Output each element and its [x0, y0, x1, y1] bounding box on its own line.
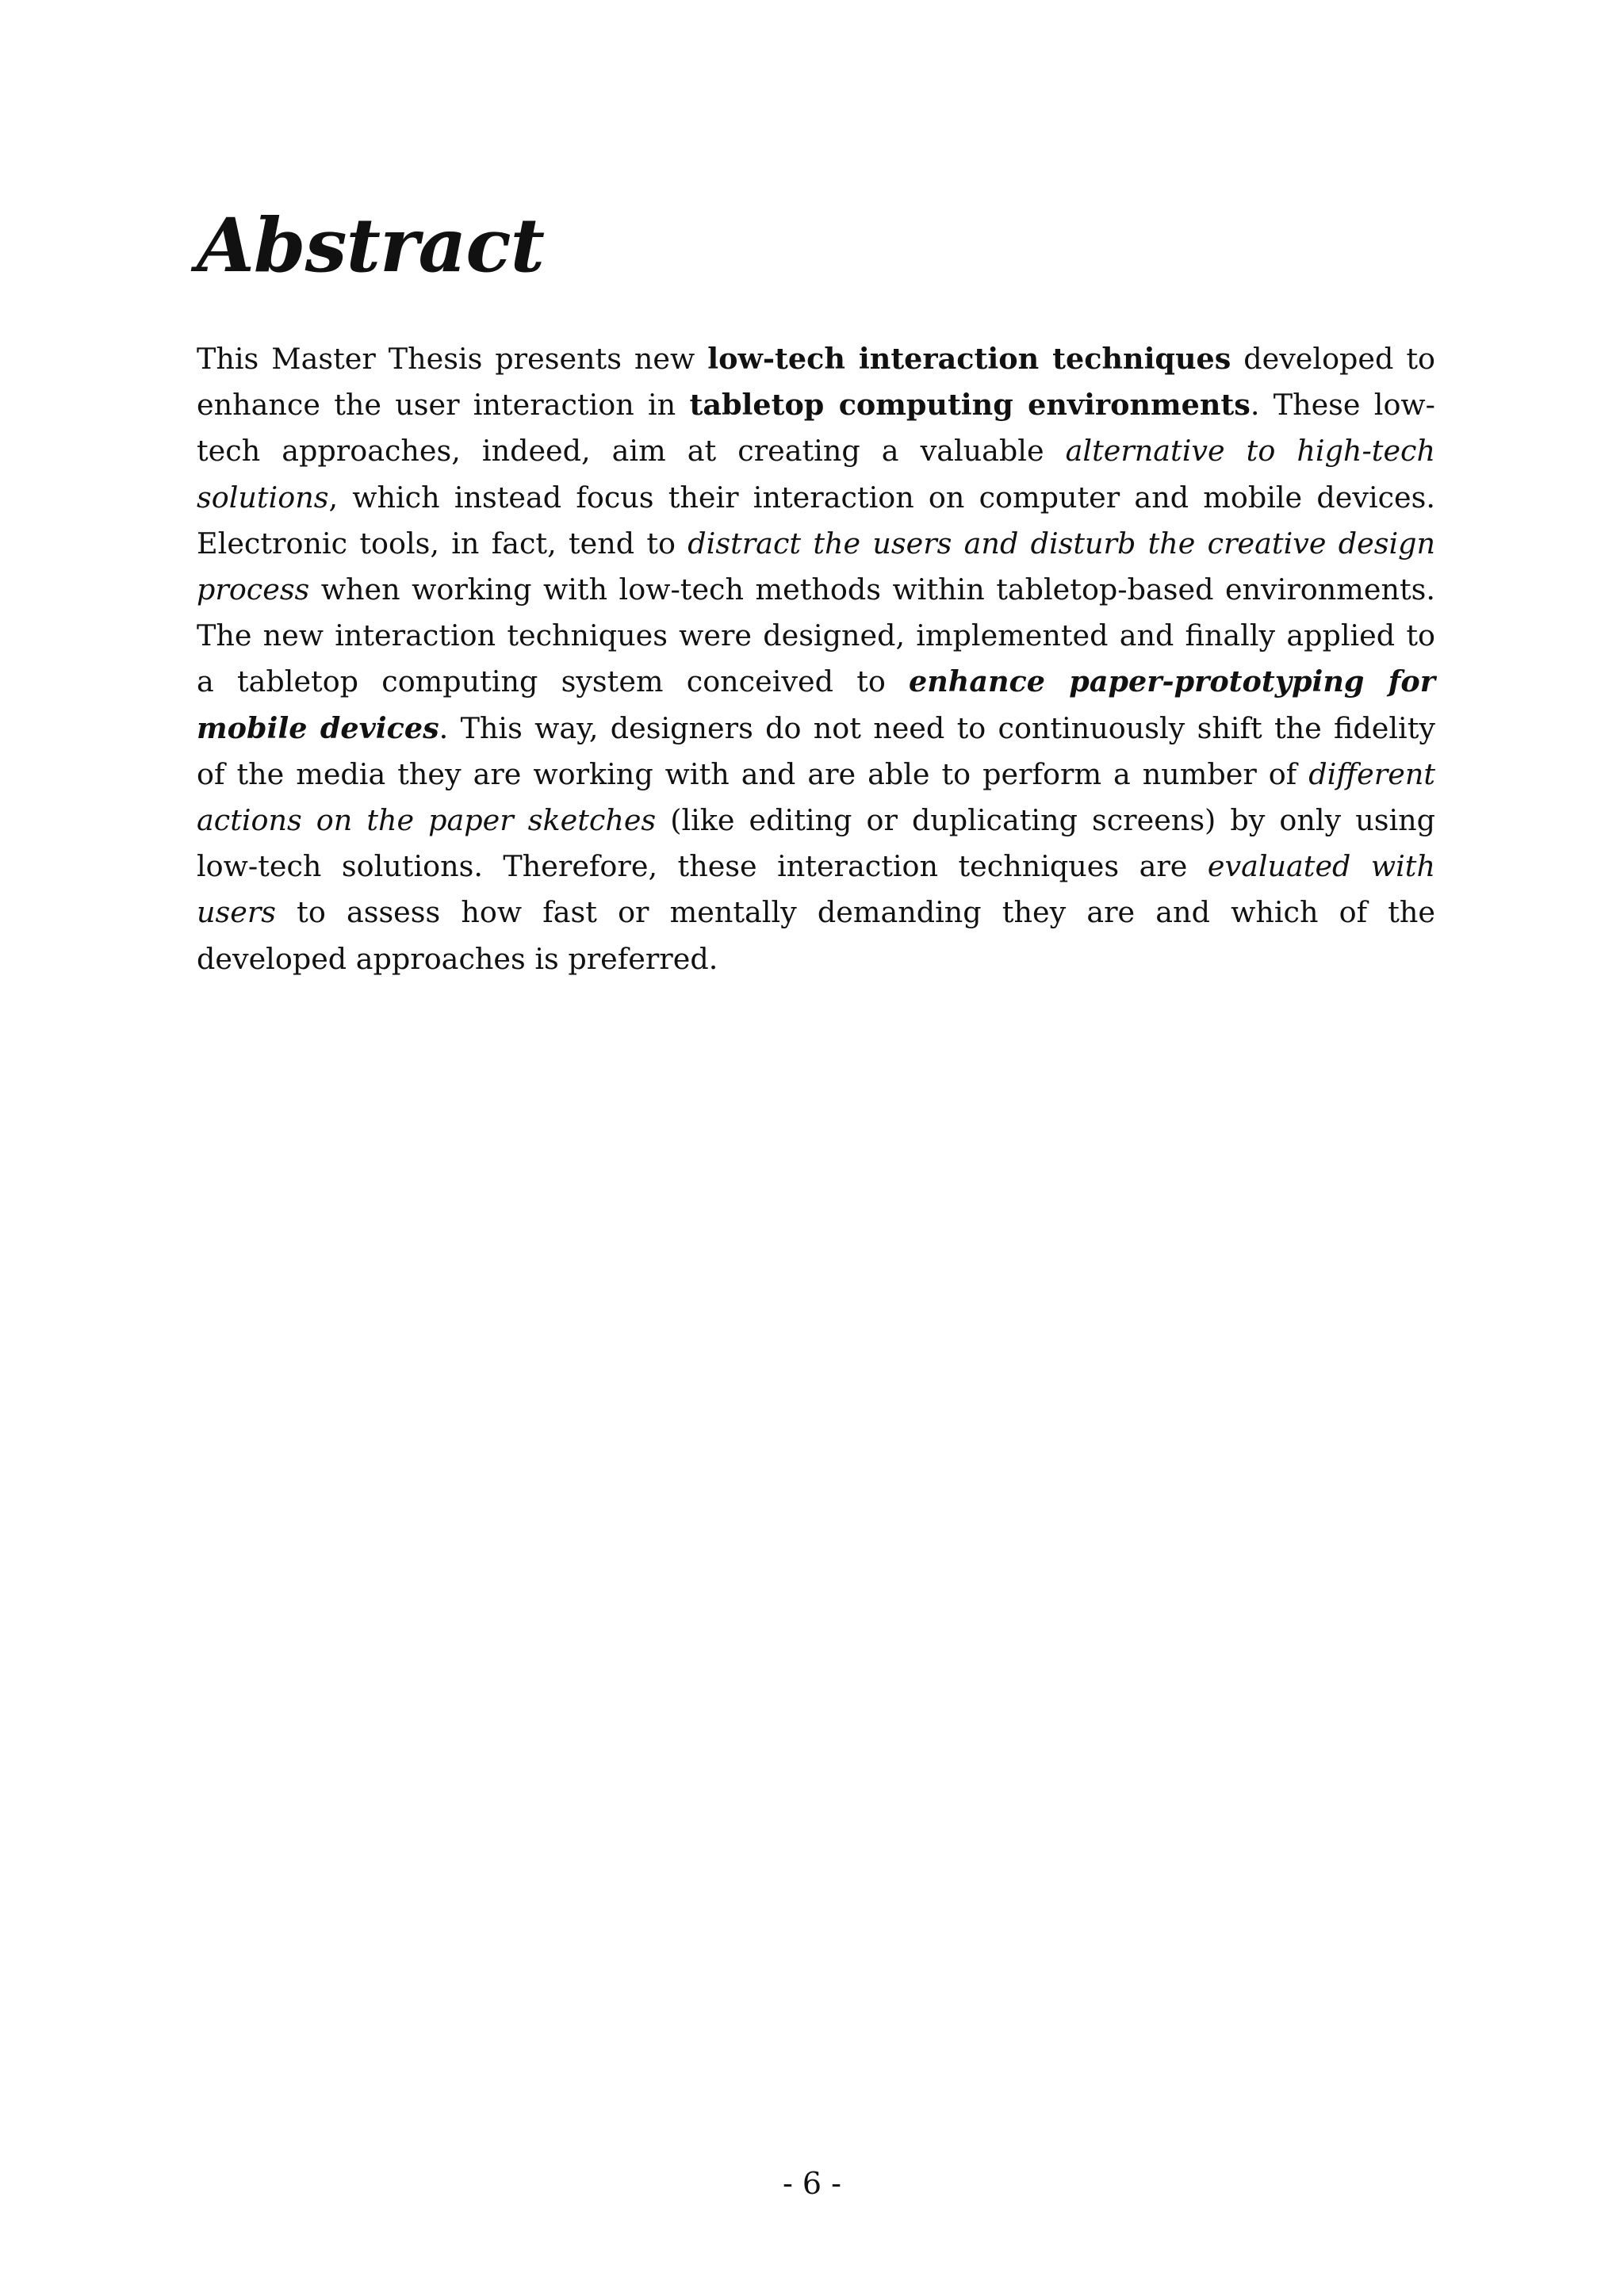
emphasis-italic: evaluated with users [197, 849, 1435, 930]
emphasis-italic: different actions on the paper sketches [197, 756, 1435, 838]
emphasis-bold: low-tech interaction techniques [707, 342, 1231, 376]
emphasis-italic: alternative to high-tech solutions [197, 434, 1435, 515]
abstract-paragraph [197, 336, 1435, 982]
text-run: . This way, designers do not need to continuously shift the fidelity of the media they are working with and are able to perform a number of [197, 710, 1435, 791]
text-run: developed to enhance the user interaction in [197, 342, 1435, 423]
emphasis-bold: tabletop computing environments [689, 388, 1251, 423]
page-title: Abstract [197, 202, 545, 289]
page-number: - 6 - [782, 2166, 841, 2201]
text-run: . These low-tech approaches, indeed, aim at creating a valuable [197, 388, 1435, 469]
text-run: (like editing or duplicating screens) by only using low-tech solutions. Therefore, these interaction techniques are [197, 803, 1435, 884]
text-run: , which instead focus their interaction on computer and mobile devices. Electronic tools, in fact, tend to [197, 480, 1435, 561]
text-run: This Master Thesis presents new [197, 342, 708, 376]
text-run: when working with low-tech methods within tabletop-based environments. The new interaction techniques were designed, implemented and finally applied to a tabletop computing system conceived to [197, 572, 1435, 699]
text-run: to assess how fast or mentally demanding they are and which of the developed approaches is preferred. [197, 895, 1435, 976]
emphasis-italic: distract the users and disturb the creative design process [197, 526, 1435, 607]
emphasis-bold-italic: enhance paper-prototyping for mobile devices [197, 664, 1435, 745]
